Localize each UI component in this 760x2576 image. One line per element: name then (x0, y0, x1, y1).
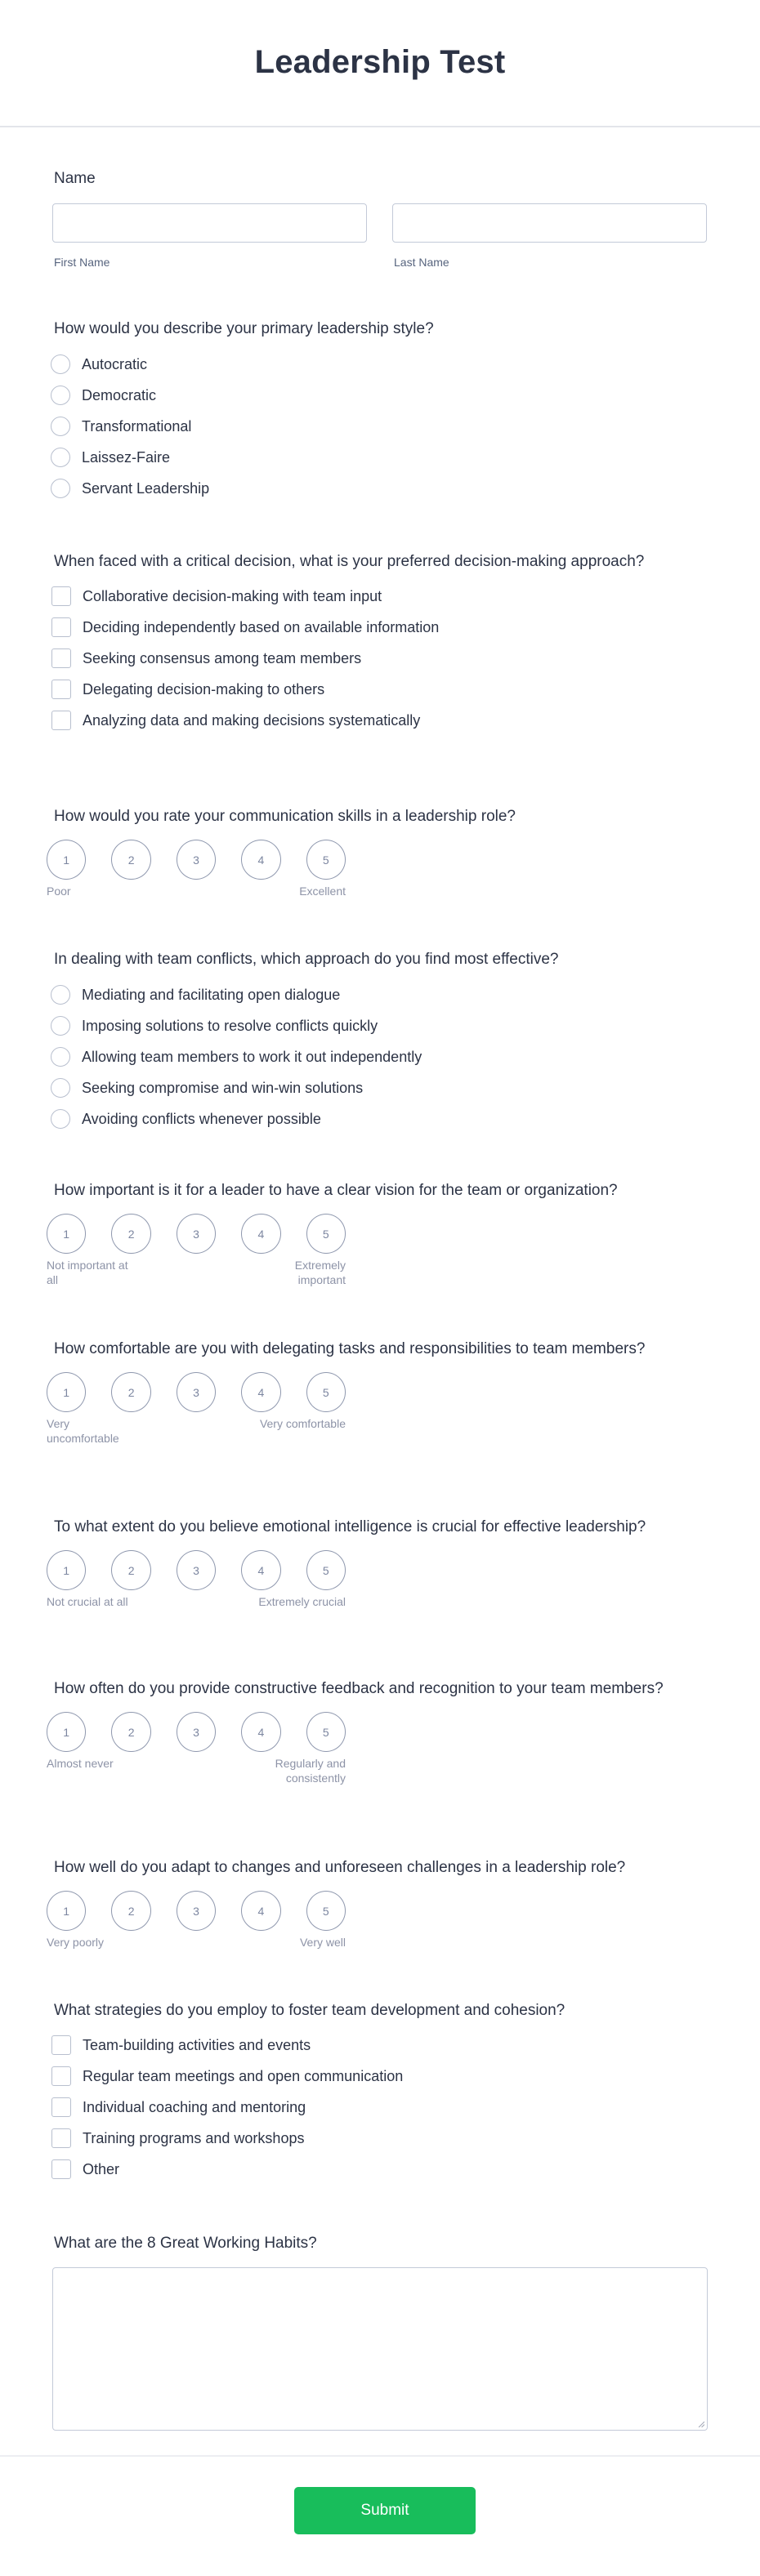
question-delegating-tasks (47, 1339, 708, 1446)
scale-option-3[interactable]: 3 (177, 1214, 216, 1254)
option-label: Team-building activities and events (83, 2037, 311, 2053)
scale-option-5[interactable]: 5 (306, 1891, 346, 1931)
radio-group (52, 979, 708, 1134)
checkbox[interactable] (51, 711, 71, 730)
checkbox-option[interactable] (52, 612, 708, 643)
question-adapt-to-changes (47, 1857, 708, 1950)
scale-option-2[interactable]: 2 (111, 1891, 150, 1931)
form-title: Leadership Test (254, 44, 506, 80)
scale-option-5[interactable]: 5 (306, 1712, 346, 1752)
name-label: Name (54, 170, 96, 187)
scale-low-label: Very uncomfortable (47, 1417, 119, 1445)
rating-scale (47, 1712, 346, 1785)
checkbox[interactable] (51, 2097, 71, 2117)
first-name-column (52, 203, 367, 269)
radio-button[interactable] (51, 1109, 70, 1129)
checkbox-option[interactable] (52, 2092, 708, 2123)
scale-option-2[interactable]: 2 (111, 1214, 150, 1254)
checkbox-option[interactable] (52, 2154, 708, 2185)
name-field-group (52, 168, 708, 269)
radio-option[interactable] (52, 1041, 708, 1072)
radio-button[interactable] (51, 1047, 70, 1067)
option-label: Laissez-Faire (82, 449, 171, 466)
first-name-input[interactable] (52, 203, 367, 243)
question-label: What strategies do you employ to foster team development and cohesion? (54, 2002, 566, 2019)
scale-option-2[interactable]: 2 (111, 1712, 150, 1752)
question-emotional-intelligence (47, 1517, 708, 1609)
question-label: How important is it for a leader to have a clear vision for the team or organization? (54, 1182, 618, 1199)
scale-high-label: Extremely crucial (258, 1595, 346, 1608)
checkbox[interactable] (51, 680, 71, 699)
form-header (0, 0, 760, 127)
scale-low-label: Not crucial at all (47, 1595, 128, 1608)
question-label: In dealing with team conflicts, which approach do you find most effective? (54, 951, 559, 968)
first-name-sublabel: First Name (54, 256, 110, 269)
checkbox[interactable] (51, 2066, 71, 2086)
question-label: What are the 8 Great Working Habits? (54, 2235, 317, 2252)
checkbox[interactable] (51, 648, 71, 668)
scale-low-label: Poor (47, 885, 71, 898)
scale-option-2[interactable]: 2 (111, 1550, 150, 1590)
radio-button[interactable] (51, 448, 70, 467)
question-communication-skills (47, 806, 708, 898)
scale-option-4[interactable]: 4 (241, 1891, 280, 1931)
scale-high-label: Excellent (299, 885, 346, 898)
scale-option-3[interactable]: 3 (177, 1891, 216, 1931)
option-label: Mediating and facilitating open dialogue (82, 987, 341, 1003)
question-label: To what extent do you believe emotional intelligence is crucial for effective leadership? (54, 1518, 646, 1535)
scale-option-3[interactable]: 3 (177, 840, 216, 880)
option-label: Transformational (82, 418, 192, 435)
radio-button[interactable] (51, 417, 70, 436)
scale-option-5[interactable]: 5 (306, 1214, 346, 1254)
scale-option-2[interactable]: 2 (111, 840, 150, 880)
footer-divider (0, 2455, 760, 2457)
checkbox-group (52, 2030, 708, 2185)
option-label: Democratic (82, 387, 157, 403)
radio-option[interactable] (52, 1103, 708, 1134)
question-team-conflicts (52, 949, 708, 1134)
option-label: Regular team meetings and open communication (83, 2068, 404, 2084)
option-label: Autocratic (82, 356, 148, 372)
scale-option-1[interactable]: 1 (47, 1550, 86, 1590)
radio-button[interactable] (51, 479, 70, 498)
radio-group (52, 349, 708, 504)
question-decision-making (52, 551, 708, 736)
option-label: Imposing solutions to resolve conflicts quickly (82, 1018, 378, 1034)
checkbox-option[interactable] (52, 705, 708, 736)
scale-option-1[interactable]: 1 (47, 840, 86, 880)
question-label: How well do you adapt to changes and unforeseen challenges in a leadership role? (54, 1859, 626, 1876)
option-label: Individual coaching and mentoring (83, 2099, 306, 2115)
scale-high-label: Very well (299, 1936, 346, 1949)
last-name-sublabel: Last Name (394, 256, 449, 269)
checkbox-option[interactable] (52, 643, 708, 674)
radio-button[interactable] (51, 985, 70, 1005)
scale-option-5[interactable]: 5 (306, 1550, 346, 1590)
scale-high-label: Extremely important (294, 1259, 346, 1286)
radio-option[interactable] (52, 473, 708, 504)
option-label: Servant Leadership (82, 480, 210, 497)
scale-option-2[interactable]: 2 (111, 1372, 150, 1412)
checkbox[interactable] (51, 2159, 71, 2179)
scale-option-5[interactable]: 5 (306, 1372, 346, 1412)
rating-scale (47, 1372, 346, 1446)
question-working-habits (52, 2233, 708, 2431)
question-constructive-feedback (47, 1678, 708, 1785)
scale-option-4[interactable]: 4 (241, 1372, 280, 1412)
last-name-column (392, 203, 707, 269)
checkbox[interactable] (51, 617, 71, 637)
scale-option-4[interactable]: 4 (241, 1712, 280, 1752)
checkbox-group (52, 581, 708, 736)
scale-high-label: Very comfortable (259, 1417, 346, 1430)
scale-option-1[interactable]: 1 (47, 1712, 86, 1752)
option-label: Training programs and workshops (83, 2130, 305, 2146)
checkbox-option[interactable] (52, 2030, 708, 2061)
scale-option-3[interactable]: 3 (177, 1712, 216, 1752)
rating-scale (47, 1891, 346, 1950)
radio-option[interactable] (52, 979, 708, 1010)
radio-option[interactable] (52, 1010, 708, 1041)
scale-option-3[interactable]: 3 (177, 1372, 216, 1412)
question-leadership-style (52, 319, 708, 504)
radio-button[interactable] (51, 1016, 70, 1036)
scale-option-1[interactable]: 1 (47, 1372, 86, 1412)
resize-handle-icon[interactable] (698, 2421, 704, 2427)
option-label: Delegating decision-making to others (83, 681, 325, 697)
last-name-input[interactable] (392, 203, 707, 243)
rating-scale (47, 1550, 346, 1609)
question-label: How often do you provide constructive feedback and recognition to your team members? (54, 1680, 664, 1697)
scale-option-5[interactable]: 5 (306, 840, 346, 880)
scale-option-1[interactable]: 1 (47, 1214, 86, 1254)
question-label: How would you rate your communication skills in a leadership role? (54, 808, 516, 825)
option-label: Allowing team members to work it out independently (82, 1049, 422, 1065)
checkbox-option[interactable] (52, 581, 708, 612)
radio-option[interactable] (52, 349, 708, 380)
scale-option-1[interactable]: 1 (47, 1891, 86, 1931)
scale-option-4[interactable]: 4 (241, 1214, 280, 1254)
question-label: How comfortable are you with delegating tasks and responsibilities to team members? (54, 1340, 646, 1357)
name-inputs-row (52, 203, 708, 269)
question-team-development (52, 2000, 708, 2185)
scale-low-label: Not important at all (47, 1259, 128, 1286)
scale-option-4[interactable]: 4 (241, 840, 280, 880)
scale-option-3[interactable]: 3 (177, 1550, 216, 1590)
option-label: Other (83, 2161, 120, 2177)
scale-low-label: Almost never (47, 1757, 114, 1770)
radio-option[interactable] (52, 380, 708, 411)
scale-option-4[interactable]: 4 (241, 1550, 280, 1590)
radio-button[interactable] (51, 354, 70, 374)
rating-scale (47, 840, 346, 898)
checkbox[interactable] (51, 586, 71, 606)
checkbox[interactable] (51, 2128, 71, 2148)
rating-scale (47, 1214, 346, 1287)
option-label: Deciding independently based on available information (83, 619, 440, 635)
radio-button[interactable] (51, 1078, 70, 1098)
radio-option[interactable] (52, 411, 708, 442)
option-label: Avoiding conflicts whenever possible (82, 1111, 321, 1127)
question-label: When faced with a critical decision, what is your preferred decision-making approach? (54, 553, 645, 570)
radio-option[interactable] (52, 1072, 708, 1103)
checkbox[interactable] (51, 2035, 71, 2055)
question-label: How would you describe your primary leadership style? (54, 320, 434, 337)
scale-high-label: Regularly and consistently (275, 1757, 346, 1785)
checkbox-option[interactable] (52, 2061, 708, 2092)
option-label: Analyzing data and making decisions systematically (83, 712, 421, 729)
radio-option[interactable] (52, 442, 708, 473)
option-label: Seeking consensus among team members (83, 650, 362, 666)
submit-button[interactable]: Submit (294, 2487, 476, 2534)
radio-button[interactable] (51, 386, 70, 405)
checkbox-option[interactable] (52, 2123, 708, 2154)
checkbox-option[interactable] (52, 674, 708, 705)
working-habits-textarea[interactable] (52, 2267, 708, 2431)
scale-low-label: Very poorly (47, 1936, 105, 1949)
option-label: Seeking compromise and win-win solutions (82, 1080, 364, 1096)
question-clear-vision (47, 1180, 708, 1287)
option-label: Collaborative decision-making with team input (83, 588, 382, 604)
